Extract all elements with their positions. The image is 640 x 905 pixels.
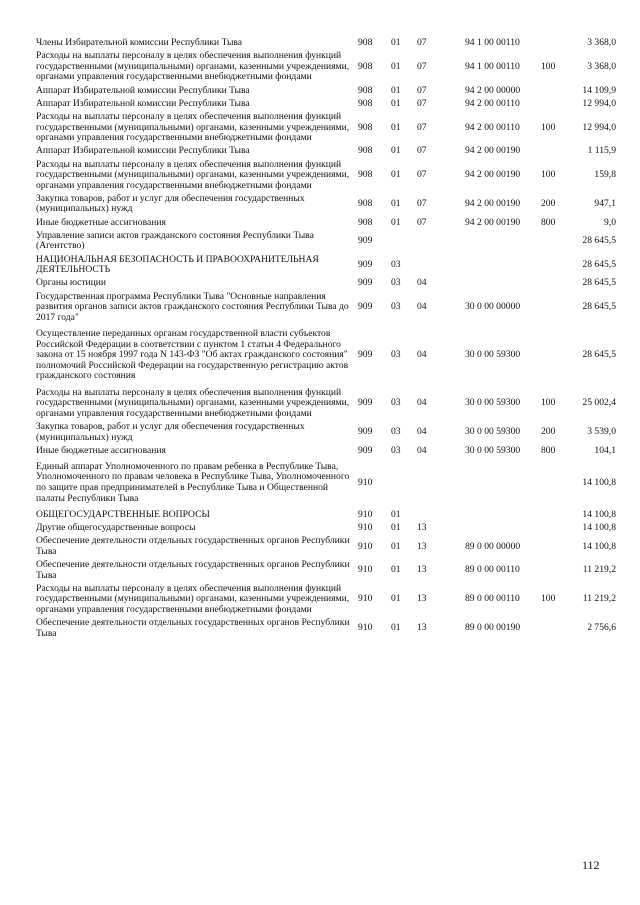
row-amount: 14 100,8 [582, 508, 616, 520]
row-subsection-code: 04 [417, 444, 427, 456]
row-name: Обеспечение деятельности отдельных государственных органов Республики Тыва [36, 617, 350, 639]
table-row [36, 99, 616, 112]
row-expense-type [541, 146, 569, 159]
row-subsection-code [417, 231, 465, 255]
table-row [36, 255, 616, 279]
row-section-code: 01 [391, 60, 401, 72]
row-section-code: 01 [391, 121, 401, 133]
table-row [36, 194, 616, 218]
row-amount: 28 645,5 [582, 235, 616, 247]
row-amount: 3 368,0 [587, 60, 616, 72]
row-ministry-code: 908 [358, 60, 373, 72]
row-name: Иные бюджетные ассигнования [36, 444, 166, 456]
row-expense-type [541, 326, 569, 385]
row-expense-type [541, 507, 569, 523]
table-row [36, 618, 616, 642]
row-expense-type [541, 292, 569, 326]
row-section-code: 01 [391, 84, 401, 96]
row-section-code: 01 [391, 540, 401, 552]
row-subsection-code: 07 [417, 84, 427, 96]
row-amount: 2 756,6 [587, 622, 616, 634]
page-number: 112 [582, 858, 600, 872]
row-section-code: 01 [391, 97, 401, 109]
row-section-code: 03 [391, 397, 401, 409]
row-target-article: 89 0 00 00190 [465, 622, 521, 634]
row-amount: 28 645,5 [582, 258, 616, 270]
row-name: Единый аппарат Уполномоченного по правам ребенка в Республике Тыва, Уполномоченного по правам человека в Республике Тыва, Уполномоченного по защите прав предпринимателей в Республике Тыва и Общественной палаты Республики Тыва [36, 460, 350, 504]
row-target-article: 94 2 00 00190 [465, 169, 521, 181]
table-row [36, 584, 616, 618]
row-name: ОБЩЕГОСУДАРСТВЕННЫЕ ВОПРОСЫ [36, 508, 210, 520]
row-amount: 3 539,0 [587, 426, 616, 438]
table-row [36, 536, 616, 560]
row-target-article: 89 0 00 00110 [465, 564, 520, 576]
row-section-code: 01 [391, 169, 401, 181]
table-row [36, 231, 616, 255]
row-name: Обеспечение деятельности отдельных государственных органов Республики Тыва [36, 559, 350, 581]
row-target-article: 94 1 00 00110 [465, 37, 520, 48]
row-ministry-code: 910 [358, 540, 373, 552]
row-expense-type [541, 231, 569, 255]
table-row [36, 112, 616, 146]
row-expense-type: 100 [541, 169, 556, 181]
row-section-code: 01 [391, 216, 401, 228]
row-section-code: 03 [391, 301, 401, 313]
row-expense-type [541, 255, 569, 279]
row-name: Обеспечение деятельности отдельных государственных органов Республики Тыва [36, 535, 350, 557]
row-expense-type [541, 99, 569, 112]
row-target-article: 94 1 00 00110 [465, 60, 520, 72]
row-section-code: 01 [391, 508, 401, 520]
row-section-code [391, 459, 417, 507]
row-ministry-code: 909 [358, 258, 373, 270]
row-target-article: 30 0 00 00000 [465, 301, 521, 313]
row-expense-type: 800 [541, 444, 556, 456]
row-amount: 159,8 [594, 169, 616, 181]
row-expense-type [541, 536, 569, 560]
row-name: НАЦИОНАЛЬНАЯ БЕЗОПАСНОСТЬ И ПРАВООХРАНИТЕЛЬНАЯ ДЕЯТЕЛЬНОСТЬ [36, 253, 319, 276]
table-row [36, 278, 616, 291]
row-name: Расходы на выплаты персоналу в целях обеспечения выполнения функций государственными (муниципальными) органами, казенными учреждениями, органами управления государственными внебюджетными фондами [36, 110, 350, 144]
row-subsection-code: 07 [417, 121, 427, 133]
row-section-code: 03 [391, 349, 401, 361]
row-section-code: 03 [391, 444, 401, 456]
row-subsection-code [417, 459, 465, 507]
row-target-article: 30 0 00 59300 [465, 349, 521, 361]
row-expense-type: 100 [541, 60, 556, 72]
row-name: Расходы на выплаты персоналу в целях обеспечения выполнения функций государственными (муниципальными) органами, казенными учреждениями, органами управления государственными внебюджетными фондами [36, 582, 350, 615]
row-subsection-code: 07 [417, 216, 427, 228]
row-amount: 3 368,0 [587, 37, 616, 48]
row-amount: 1 115,9 [587, 145, 616, 157]
row-name: Аппарат Избирательной комиссии Республики Тыва [36, 145, 250, 157]
row-target-article: 89 0 00 00110 [465, 593, 520, 605]
row-target-article [465, 278, 541, 291]
row-target-article: 30 0 00 59300 [465, 397, 521, 409]
row-subsection-code [417, 255, 465, 279]
row-name: Управление записи актов гражданского состояния Республики Тыва (Агентство) [36, 229, 314, 252]
table-row [36, 422, 616, 446]
row-subsection-code [417, 507, 465, 523]
table-row [36, 446, 616, 459]
row-amount: 28 645,5 [582, 301, 616, 313]
row-subsection-code: 07 [417, 97, 427, 109]
row-ministry-code: 909 [358, 426, 373, 438]
table-row [36, 160, 616, 194]
row-target-article: 30 0 00 59300 [465, 426, 521, 438]
row-section-code: 03 [391, 426, 401, 438]
row-amount: 947,1 [594, 198, 616, 210]
row-target-article: 94 2 00 00000 [465, 84, 521, 96]
row-ministry-code: 908 [358, 198, 373, 210]
row-expense-type [541, 523, 569, 536]
row-expense-type [541, 618, 569, 642]
row-amount: 12 994,0 [582, 97, 616, 109]
row-expense-type: 100 [541, 121, 556, 133]
row-ministry-code: 909 [358, 277, 373, 289]
row-target-article: 30 0 00 59300 [465, 444, 521, 456]
row-expense-type: 100 [541, 397, 556, 409]
table-row [36, 326, 616, 385]
row-amount: 14 100,8 [582, 476, 616, 488]
row-subsection-code: 07 [417, 145, 427, 157]
row-target-article: 94 2 00 00110 [465, 97, 520, 109]
row-target-article [465, 255, 541, 279]
row-ministry-code: 910 [358, 522, 373, 534]
row-target-article [465, 507, 541, 523]
table-row [36, 560, 616, 584]
row-ministry-code: 908 [358, 37, 373, 48]
row-ministry-code: 909 [358, 235, 373, 247]
row-name: Государственная программа Республики Тыва "Основные направления развития органов записи актов гражданского состояния Республики Тыва до 2017 года" [36, 290, 349, 323]
row-name: Другие общегосударственные вопросы [36, 522, 196, 534]
table-row [36, 292, 616, 326]
row-ministry-code: 908 [358, 216, 373, 228]
row-amount: 9,0 [604, 216, 616, 228]
row-ministry-code: 909 [358, 397, 373, 409]
row-target-article: 94 2 00 00190 [465, 145, 521, 157]
row-ministry-code: 908 [358, 97, 373, 109]
table-row [36, 51, 616, 85]
row-ministry-code: 908 [358, 84, 373, 96]
row-target-article [465, 523, 541, 536]
row-subsection-code: 04 [417, 301, 427, 313]
table-row [36, 507, 616, 523]
row-ministry-code: 908 [358, 121, 373, 133]
row-expense-type [541, 38, 569, 51]
table-row [36, 86, 616, 99]
row-ministry-code: 910 [358, 508, 373, 520]
row-ministry-code: 909 [358, 301, 373, 313]
row-target-article [465, 231, 541, 255]
row-amount: 28 645,5 [582, 349, 616, 361]
row-name: Расходы на выплаты персоналу в целях обеспечения выполнения функций государственными (муниципальными) органами, казенными учреждениями, органами управления государственными внебюджетными фондами [36, 386, 350, 419]
row-name: Осуществление переданных органам государственной власти субъектов Российской Федерации в соответствии с пунктом 1 статьи 4 Федерального закона от 15 ноября 1997 года N 143-ФЗ "Об актах гражданского состояния" полномочий Российской Федерации на государственную регистрацию актов гражданского состояния [36, 327, 349, 382]
row-subsection-code: 13 [417, 522, 427, 534]
row-amount: 104,1 [594, 444, 616, 456]
row-target-article: 94 2 00 00190 [465, 216, 521, 228]
row-amount: 14 100,8 [582, 522, 616, 534]
row-name: Закупка товаров, работ и услуг для обеспечения государственных (муниципальных) нужд [36, 420, 305, 443]
row-section-code: 03 [391, 277, 401, 289]
row-name: Члены Избирательной комиссии Республики Тыва [36, 37, 243, 48]
row-name: Иные бюджетные ассигнования [36, 216, 166, 228]
row-expense-type: 100 [541, 593, 556, 605]
row-name: Органы юстиции [36, 277, 107, 289]
row-target-article: 89 0 00 00000 [465, 540, 521, 552]
row-subsection-code: 13 [417, 593, 427, 605]
row-section-code: 01 [391, 145, 401, 157]
row-subsection-code: 13 [417, 564, 427, 576]
row-expense-type: 200 [541, 426, 556, 438]
row-target-article: 94 2 00 00190 [465, 198, 521, 210]
row-section-code: 01 [391, 198, 401, 210]
row-name: Расходы на выплаты персоналу в целях обеспечения выполнения функций государственными (муниципальными) органами, казенными учреждениями, органами управления государственными внебюджетными фондами [36, 50, 350, 83]
row-expense-type [541, 86, 569, 99]
table-row [36, 146, 616, 159]
row-amount: 11 219,2 [582, 564, 616, 576]
table-row [36, 459, 616, 507]
row-amount: 28 645,5 [582, 277, 616, 289]
row-section-code: 01 [391, 593, 401, 605]
row-section-code: 01 [391, 622, 401, 634]
budget-table [36, 38, 616, 642]
row-amount: 25 002,4 [582, 397, 616, 409]
row-subsection-code: 07 [417, 198, 427, 210]
table-row [36, 385, 616, 422]
row-amount: 14 109,9 [582, 84, 616, 96]
row-name: Аппарат Избирательной комиссии Республики Тыва [36, 97, 250, 109]
row-ministry-code: 910 [358, 593, 373, 605]
row-ministry-code: 908 [358, 169, 373, 181]
row-subsection-code: 07 [417, 60, 427, 72]
row-name: Аппарат Избирательной комиссии Республики Тыва [36, 84, 250, 96]
row-subsection-code: 07 [417, 37, 427, 48]
row-ministry-code: 909 [358, 349, 373, 361]
row-expense-type [541, 560, 569, 584]
row-subsection-code: 04 [417, 277, 427, 289]
row-section-code: 01 [391, 522, 401, 534]
row-target-article [465, 459, 541, 507]
row-ministry-code: 910 [358, 622, 373, 634]
budget-rows [36, 38, 616, 642]
row-section-code: 01 [391, 564, 401, 576]
row-expense-type [541, 278, 569, 291]
row-section-code [391, 231, 417, 255]
row-target-article: 94 2 00 00110 [465, 121, 520, 133]
row-expense-type [541, 459, 569, 507]
row-name: Закупка товаров, работ и услуг для обеспечения государственных (муниципальных) нужд [36, 192, 305, 215]
row-amount: 12 994,0 [582, 121, 616, 133]
row-section-code: 01 [391, 37, 401, 48]
row-expense-type: 200 [541, 198, 556, 210]
row-expense-type: 800 [541, 216, 556, 228]
row-ministry-code: 908 [358, 145, 373, 157]
row-ministry-code: 910 [358, 476, 373, 488]
table-row [36, 218, 616, 231]
row-subsection-code: 13 [417, 622, 427, 634]
row-subsection-code: 04 [417, 349, 427, 361]
row-ministry-code: 910 [358, 564, 373, 576]
row-amount: 14 100,8 [582, 540, 616, 552]
row-ministry-code: 909 [358, 444, 373, 456]
row-name: Расходы на выплаты персоналу в целях обеспечения выполнения функций государственными (муниципальными) органами, казенными учреждениями, органами управления государственными внебюджетными фондами [36, 158, 350, 191]
row-subsection-code: 13 [417, 540, 427, 552]
row-section-code: 03 [391, 258, 401, 270]
row-subsection-code: 04 [417, 397, 427, 409]
row-subsection-code: 07 [417, 169, 427, 181]
row-amount: 11 219,2 [582, 593, 616, 605]
row-subsection-code: 04 [417, 426, 427, 438]
